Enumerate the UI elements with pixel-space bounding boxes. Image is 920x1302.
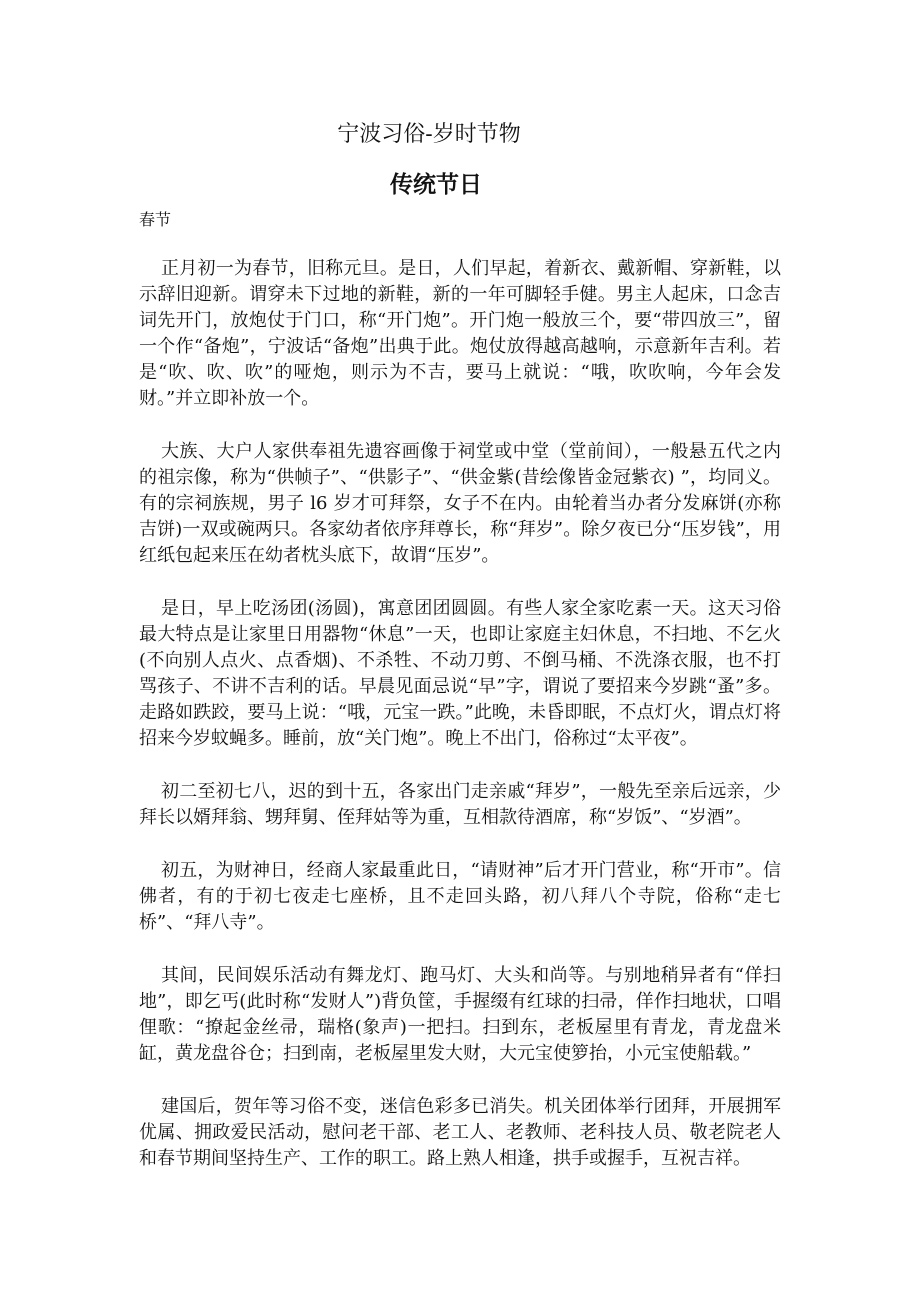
paragraph: 初二至初七八，迟的到十五，各家出门走亲戚“拜岁”，一般先至亲后远亲，少拜长以婿拜翁、甥拜舅、侄拜姑等为重，互相款待酒席，称“岁饭”、“岁酒”。 (139, 781, 781, 828)
paragraph: 其间，民间娱乐活动有舞龙灯、跑马灯、大头和尚等。与别地稍异者有“佯扫地”，即乞丐(此时称“发财人”)背负筐，手握缀有红球的扫帚，佯作扫地状，口唱俚歌：“撩起金丝帚，瑞格(象声)一把扫。扫到东，老板屋里有青龙，青龙盘米缸，黄龙盘谷仓；扫到南，老板屋里发大财，大元宝使箩抬，小元宝使船载。” (139, 965, 781, 1064)
document-body (139, 256, 781, 1199)
paragraph: 初五，为财神日，经商人家最重此日，“请财神”后才开门营业，称“开市”。信佛者，有的于初七夜走七座桥，且不走回头路，初八拜八个寺院，俗称“走七桥”、“拜八寺”。 (139, 860, 781, 933)
paragraph: 正月初一为春节，旧称元旦。是日，人们早起，着新衣、戴新帽、穿新鞋，以示辞旧迎新。谓穿未下过地的新鞋，新的一年可脚轻手健。男主人起床，口念吉词先开门，放炮仗于门口，称“开门炮”。开门炮一般放三个，要“带四放三”，留一个作“备炮”，宁波话“备炮”出典于此。炮仗放得越高越响，示意新年吉利。若是“吹、吹、吹”的哑炮，则示为不吉，要马上就说：“哦，吹吹响，今年会发财。”并立即补放一个。 (139, 258, 781, 409)
paragraph: 是日，早上吃汤团(汤圆)，寓意团团圆圆。有些人家全家吃素一天。这天习俗最大特点是让家里日用器物“休息”一天，也即让家庭主妇休息，不扫地、不乞火(不向别人点火、点香烟)、不杀牲、不动刀剪、不倒马桶、不洗涤衣服，也不打骂孩子、不讲不吉利的话。早晨见面忌说“早”字，谓说了要招来今岁跳“蚤”多。走路如跌跤，要马上说：“哦，元宝一跌。”此晚，未昏即眠，不点灯火，谓点灯将招来今岁蚊蝇多。睡前，放“关门炮”。晚上不出门，俗称过“太平夜”。 (139, 598, 781, 749)
document-title: 宁波习俗-岁时节物 (337, 122, 521, 147)
subsection-heading: 春节 (139, 210, 172, 229)
paragraph: 建国后，贺年等习俗不变，迷信色彩多已消失。机关团体举行团拜，开展拥军优属、拥政爱民活动，慰问老干部、老工人、老教师、老科技人员、敬老院老人和春节期间坚持生产、工作的职工。路上熟人相逢，拱手或握手，互祝吉祥。 (139, 1096, 781, 1169)
paragraph: 大族、大户人家供奉祖先遗容画像于祠堂或中堂（堂前间），一般悬五代之内的祖宗像，称为“供帧子”、“供影子”、“供金紫(昔绘像皆金冠紫衣) ”，均同义。有的宗祠族规，男子 l6 岁才可拜祭，女子不在内。由轮着当办者分发麻饼(亦称吉饼)一双或碗两只。各家幼者依序拜尊长，称“拜岁”。除夕夜已分“压岁钱”，用红纸包起来压在幼者枕头底下，故谓“压岁”。 (139, 441, 781, 566)
section-title: 传统节日 (390, 172, 482, 198)
